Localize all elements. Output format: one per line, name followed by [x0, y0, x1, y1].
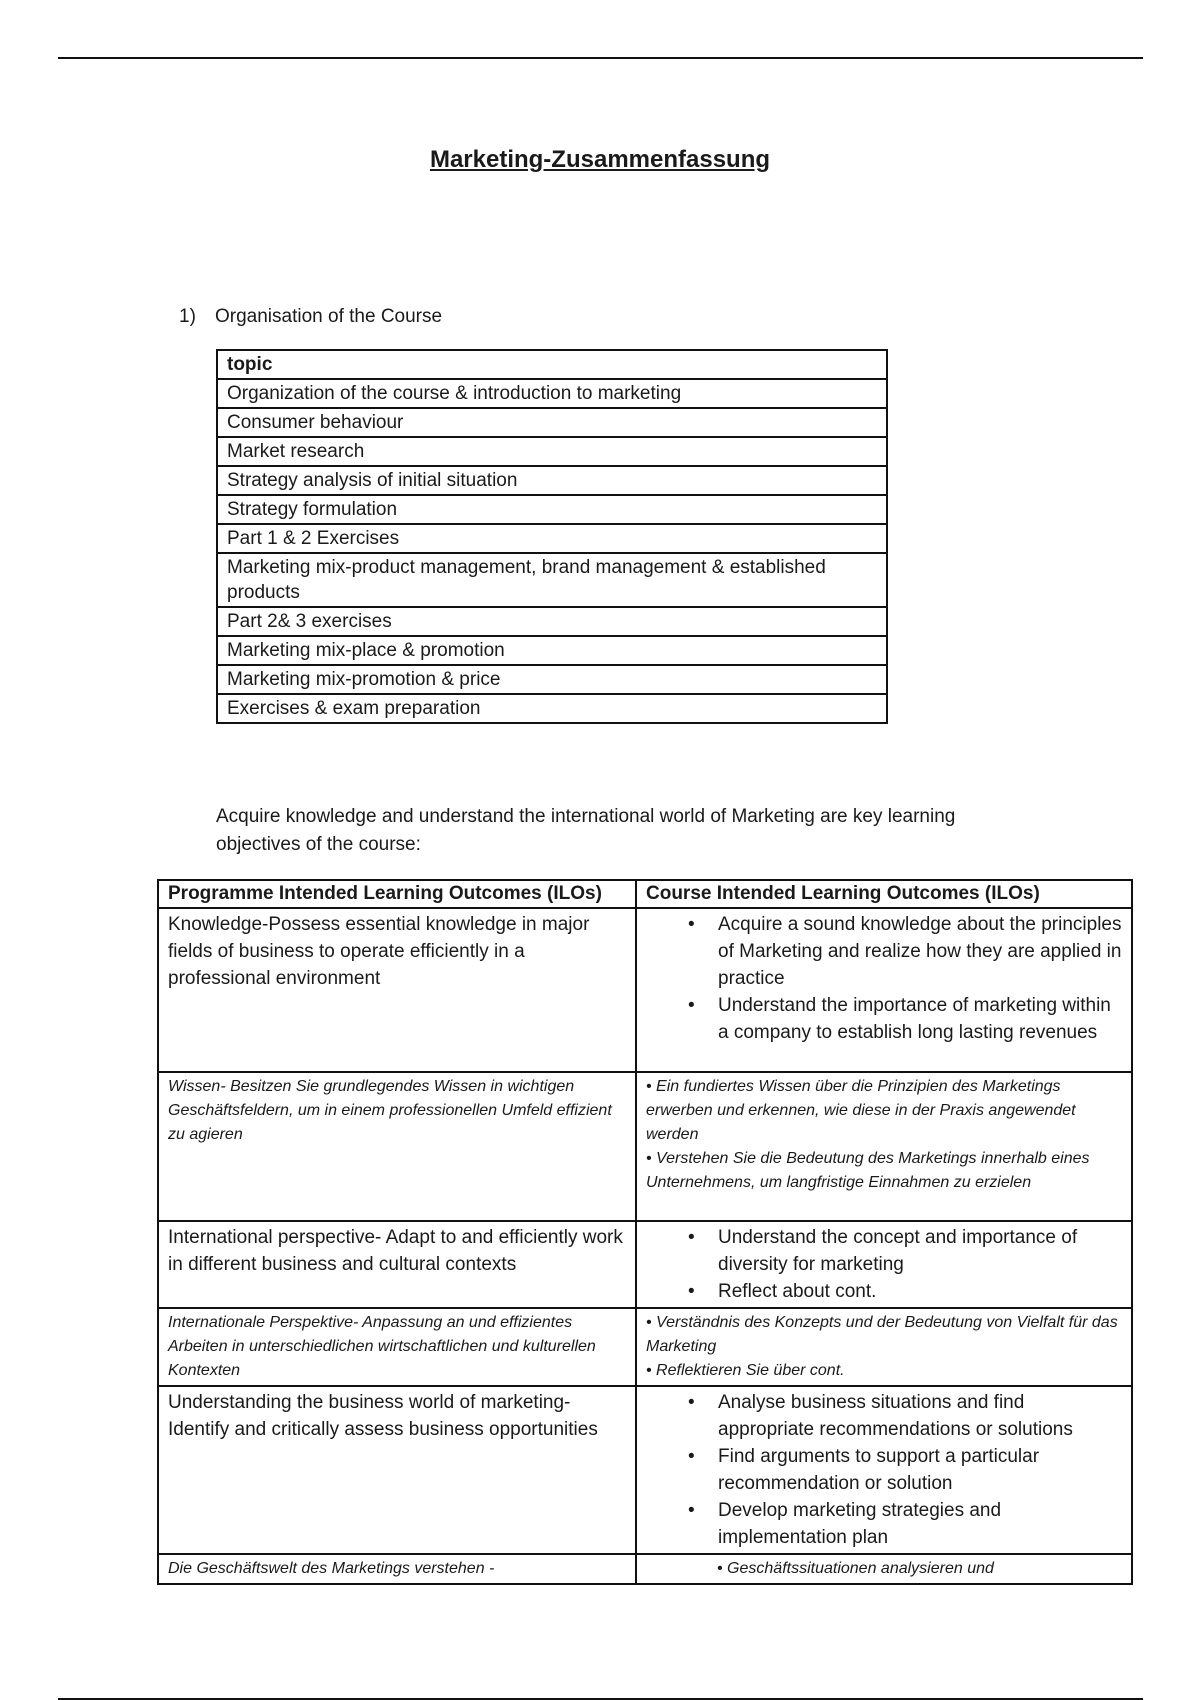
- topic-row: Marketing mix-place & promotion: [217, 636, 887, 665]
- topic-row: Part 2& 3 exercises: [217, 607, 887, 636]
- ilo-programme-cell-de: Die Geschäftswelt des Marketings verstehen -: [158, 1554, 636, 1584]
- bullet-icon: •: [688, 1281, 695, 1302]
- topic-row: Consumer behaviour: [217, 408, 887, 437]
- topic-row: Part 1 & 2 Exercises: [217, 524, 887, 553]
- ilo-programme-cell: Knowledge-Possess essential knowledge in major fields of business to operate efficiently in a professional environment: [158, 908, 636, 1072]
- bullet-icon: •: [688, 995, 695, 1016]
- topic-header: topic: [217, 350, 887, 379]
- ilo-item-de: • Geschäftssituationen analysieren und: [717, 1560, 994, 1577]
- ilo-bullet-item: • Analyse business situations and find appropriate recommendations or solutions: [646, 1389, 1122, 1443]
- ilo-bullet-item: • Find arguments to support a particular recommendation or solution: [646, 1443, 1122, 1497]
- ilo-course-cell: [636, 908, 1132, 1072]
- ilo-programme-cell: International perspective- Adapt to and efficiently work in different business and cultural contexts: [158, 1221, 636, 1308]
- ilo-course-cell-de: [636, 1072, 1132, 1221]
- ilo-course-cell-de: [636, 1554, 1132, 1584]
- section-number: 1): [179, 306, 196, 327]
- bullet-icon: •: [688, 1227, 695, 1248]
- bullet-icon: •: [688, 914, 695, 935]
- topic-row: Strategy formulation: [217, 495, 887, 524]
- bullet-icon: •: [688, 1446, 695, 1467]
- ilo-bullet-item: • Reflect about cont.: [646, 1278, 1122, 1305]
- topic-row: Strategy analysis of initial situation: [217, 466, 887, 495]
- bullet-icon: •: [688, 1392, 695, 1413]
- document-title: Marketing-Zusammenfassung: [429, 146, 771, 173]
- ilo-course-cell: [636, 1386, 1132, 1554]
- header-rule: [58, 57, 1143, 59]
- objectives-paragraph: Acquire knowledge and understand the international world of Marketing are key learning objectives of the course:: [216, 806, 956, 855]
- ilo-programme-cell-de: Wissen- Besitzen Sie grundlegendes Wissen in wichtigen Geschäftsfeldern, um in einem professionellen Umfeld effizient zu agieren: [158, 1072, 636, 1221]
- ilo-course-cell: [636, 1221, 1132, 1308]
- topic-table: [216, 349, 888, 724]
- topic-row: Market research: [217, 437, 887, 466]
- topic-row: Exercises & exam preparation: [217, 694, 887, 723]
- ilo-bullet-item: • Acquire a sound knowledge about the principles of Marketing and realize how they are applied in practice: [646, 911, 1122, 992]
- section-heading: [179, 306, 442, 328]
- topic-row: Marketing mix-promotion & price: [217, 665, 887, 694]
- ilo-bullet-item: • Understand the importance of marketing within a company to establish long lasting revenues: [646, 992, 1122, 1046]
- ilo-item-de: • Ein fundiertes Wissen über die Prinzipien des Marketings erwerben und erkennen, wie diese in der Praxis angewendet werden: [646, 1078, 1076, 1143]
- ilo-course-cell-de: [636, 1308, 1132, 1386]
- ilo-programme-cell-de: Internationale Perspektive- Anpassung an und effizientes Arbeiten in unterschiedlichen wirtschaftlichen und kulturellen Kontexten: [158, 1308, 636, 1386]
- ilo-item-de: • Verständnis des Konzepts und der Bedeutung von Vielfalt für das Marketing: [646, 1314, 1118, 1355]
- topic-row: Organization of the course & introduction to marketing: [217, 379, 887, 408]
- ilo-item-de: • Verstehen Sie die Bedeutung des Marketings innerhalb eines Unternehmens, um langfristige Einnahmen zu erzielen: [646, 1150, 1090, 1191]
- ilo-header-programme: Programme Intended Learning Outcomes (ILOs): [158, 880, 636, 908]
- ilo-table: [157, 879, 1133, 1585]
- ilo-header-course: Course Intended Learning Outcomes (ILOs): [636, 880, 1132, 908]
- ilo-bullet-item: • Understand the concept and importance of diversity for marketing: [646, 1224, 1122, 1278]
- bullet-icon: •: [688, 1500, 695, 1521]
- ilo-item-de: • Reflektieren Sie über cont.: [646, 1362, 845, 1379]
- section-title: Organisation of the Course: [215, 306, 443, 327]
- ilo-programme-cell: Understanding the business world of marketing-Identify and critically assess business opportunities: [158, 1386, 636, 1554]
- topic-row: Marketing mix-product management, brand management & established products: [217, 553, 887, 607]
- ilo-bullet-item: • Develop marketing strategies and implementation plan: [646, 1497, 1122, 1551]
